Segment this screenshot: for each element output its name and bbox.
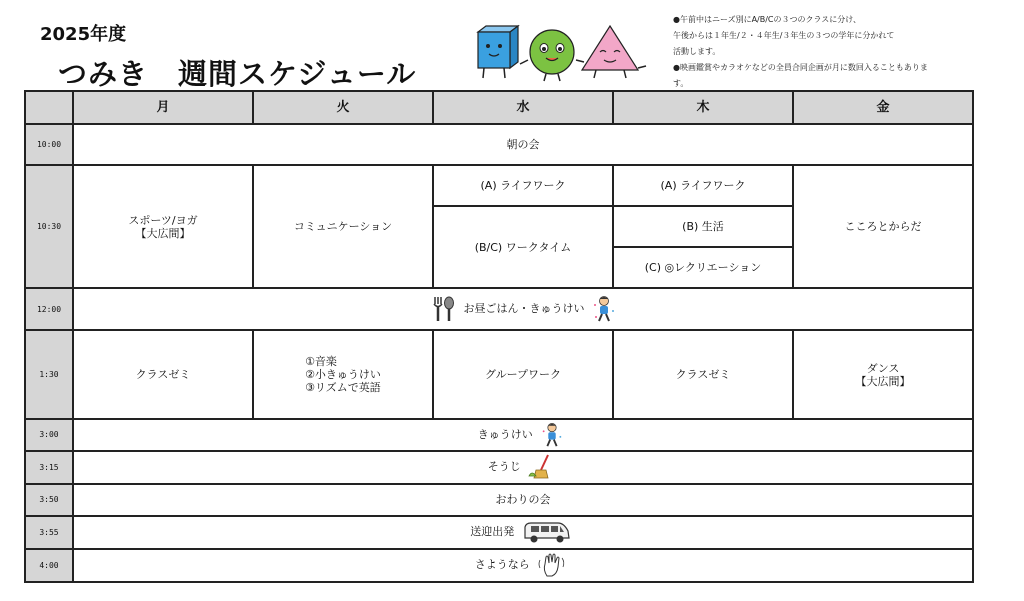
thu-1030-b-cell: (B) 生活 xyxy=(613,206,793,247)
note-line: ●映画鑑賞やカラオケなどの全員合同企画が月に数回入ることもありま xyxy=(673,63,928,72)
time-cell: 4:00 xyxy=(25,549,73,582)
mascot-triangle-icon xyxy=(582,26,646,78)
row-130 xyxy=(25,330,973,418)
cell-line: ②小きゅうけい xyxy=(305,368,381,382)
cell-line: 【大広間】 xyxy=(855,374,911,388)
row-355 xyxy=(25,516,973,549)
goodbye-cell xyxy=(73,549,973,582)
weekly-schedule-table xyxy=(24,90,974,583)
time-cell: 3:50 xyxy=(25,484,73,516)
thu-1030-a-cell: (A) ライフワーク xyxy=(613,165,793,206)
break-cell xyxy=(73,419,973,451)
title-name: つみき xyxy=(58,57,149,91)
tue-1030-cell: コミュニケーション xyxy=(253,165,433,288)
departure-label: 送迎出発 xyxy=(470,525,515,539)
kid-running-icon xyxy=(540,422,564,448)
time-cell: 10:30 xyxy=(25,165,73,288)
note-line: す。 xyxy=(673,79,689,88)
kid-running-icon xyxy=(592,295,616,323)
note-line: ●午前中はニーズ別にA/B/Cの３つのクラスに分け、 xyxy=(673,15,861,24)
notes-block xyxy=(673,12,973,92)
lunch-cell xyxy=(73,288,973,330)
van-icon xyxy=(522,520,572,544)
row-315 xyxy=(25,451,973,484)
thu-130-cell: クラスゼミ xyxy=(613,330,793,418)
day-header-thu: 木 xyxy=(613,91,793,124)
tue-130-cell xyxy=(253,330,433,418)
mon-1030-cell xyxy=(73,165,253,288)
cell-line: スポーツ/ヨガ xyxy=(128,213,198,227)
mascot-circle-icon xyxy=(520,30,584,81)
time-cell: 10:00 xyxy=(25,124,73,165)
closing-cell: おわりの会 xyxy=(73,484,973,516)
cleaning-label: そうじ xyxy=(487,460,521,474)
wed-1030-a-cell: (A) ライフワーク xyxy=(433,165,613,206)
time-cell: 12:00 xyxy=(25,288,73,330)
row-1030-a xyxy=(25,165,973,206)
wed-130-cell: グループワーク xyxy=(433,330,613,418)
fork-spoon-icon xyxy=(430,295,456,323)
morning-meeting-cell: 朝の会 xyxy=(73,124,973,165)
goodbye-label: さようなら xyxy=(474,558,530,572)
cell-line: ①音楽 xyxy=(305,355,337,369)
corner-cell xyxy=(25,91,73,124)
cell-line: ③リズムで英語 xyxy=(305,381,381,395)
mon-130-cell: クラスゼミ xyxy=(73,330,253,418)
note-line: 活動します。 xyxy=(673,47,721,56)
cell-line: 【大広間】 xyxy=(135,226,191,240)
day-header-fri: 金 xyxy=(793,91,973,124)
wed-1030-bc-cell: (B/C) ワークタイム xyxy=(433,206,613,288)
cleaning-cell xyxy=(73,451,973,484)
time-cell: 1:30 xyxy=(25,330,73,418)
row-400 xyxy=(25,549,973,582)
day-header-wed: 水 xyxy=(433,91,613,124)
row-350 xyxy=(25,484,973,516)
row-1000 xyxy=(25,124,973,165)
waving-hand-icon xyxy=(537,552,567,578)
time-cell: 3:55 xyxy=(25,516,73,549)
page-title xyxy=(58,52,416,93)
mascots-illustration xyxy=(470,22,655,84)
fri-130-cell xyxy=(793,330,973,418)
time-cell: 3:15 xyxy=(25,451,73,484)
time-cell: 3:00 xyxy=(25,419,73,451)
cell-line: ダンス xyxy=(866,361,900,375)
note-line: 午後からは１年生/２・４年生/３年生の３つの学年に分かれて xyxy=(673,31,895,40)
year-label: 2025年度 xyxy=(40,24,127,45)
thu-1030-c-cell: (C) ◎レクリエーション xyxy=(613,247,793,288)
fri-1030-cell: こころとからだ xyxy=(793,165,973,288)
mascot-square-icon xyxy=(478,26,518,78)
day-header-tue: 火 xyxy=(253,91,433,124)
day-header-mon: 月 xyxy=(73,91,253,124)
break-label: きゅうけい xyxy=(477,427,533,441)
title-text: 週間スケジュール xyxy=(178,57,417,91)
broom-icon xyxy=(528,454,554,480)
departure-cell xyxy=(73,516,973,549)
lunch-label: お昼ごはん・きゅうけい xyxy=(463,302,585,316)
row-300 xyxy=(25,419,973,451)
row-1200 xyxy=(25,288,973,330)
header-row xyxy=(25,91,973,124)
